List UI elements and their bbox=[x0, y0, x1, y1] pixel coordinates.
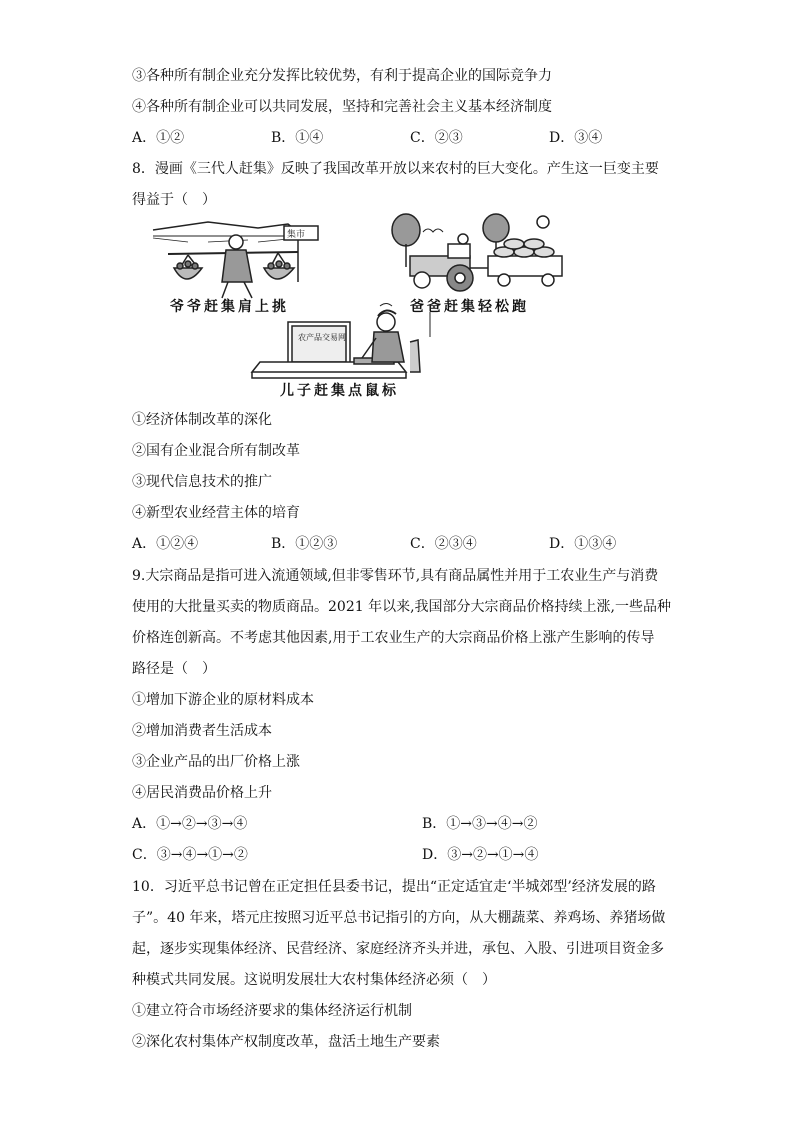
q8-item-4: ④新型农业经营主体的培育 bbox=[132, 505, 300, 521]
prev-item-3: ③各种所有制企业充分发挥比较优势，有利于提高企业的国际竞争力 bbox=[132, 68, 552, 84]
q9-stem-line2: 使用的大批量买卖的物质商品。2021 年以来,我国部分大宗商品价格持续上涨,一些品种 bbox=[132, 599, 671, 615]
q8-item-3: ③现代信息技术的推广 bbox=[132, 474, 272, 490]
option-b[interactable]: B．①②③ bbox=[271, 536, 338, 552]
q9-item-3: ③企业产品的出厂价格上涨 bbox=[132, 754, 300, 770]
screen-label: 农产品交易网 bbox=[298, 333, 346, 342]
caption-father: 爸爸赶集轻松跑 bbox=[410, 299, 529, 315]
option-b[interactable]: B．①④ bbox=[271, 130, 324, 146]
q10-item-1: ①建立符合市场经济要求的集体经济运行机制 bbox=[132, 1003, 412, 1019]
option-c[interactable]: C．②③ bbox=[410, 130, 463, 146]
q9-stem-line3: 价格连创新高。不考虑其他因素,用于工农业生产的大宗商品价格上涨产生影响的传导 bbox=[132, 630, 655, 646]
father-panel bbox=[392, 214, 562, 291]
market-sign: 集市 bbox=[287, 230, 306, 240]
option-a[interactable]: A．①② bbox=[132, 130, 185, 146]
q10-stem-line3: 起，逐步实现集体经济、民营经济、家庭经济齐头并进，承包、入股、引进项目资金多 bbox=[132, 941, 664, 957]
q10-stem-line4: 种模式共同发展。这说明发展壮大农村集体经济必须（ ） bbox=[132, 972, 496, 988]
option-a[interactable]: A．①②④ bbox=[132, 536, 199, 552]
q10-stem-line1: 10．习近平总书记曾在正定担任县委书记，提出“正定适宜走‘半城郊型’经济发展的路 bbox=[132, 879, 656, 895]
q10-item-2: ②深化农村集体产权制度改革，盘活土地生产要素 bbox=[132, 1034, 440, 1050]
option-c[interactable]: C．③→④→①→② bbox=[132, 847, 248, 863]
q8-item-1: ①经济体制改革的深化 bbox=[132, 412, 272, 428]
prev-item-4: ④各种所有制企业可以共同发展，坚持和完善社会主义基本经济制度 bbox=[132, 99, 552, 115]
q9-stem-line4: 路径是（ ） bbox=[132, 661, 216, 677]
caption-grandpa: 爷爷赶集肩上挑 bbox=[170, 299, 289, 315]
caption-son: 儿子赶集点鼠标 bbox=[280, 383, 399, 399]
q8-stem-line2: 得益于（ ） bbox=[132, 192, 216, 208]
q8-stem-line1: 8．漫画《三代人赶集》反映了我国改革开放以来农村的巨大变化。产生这一巨变主要 bbox=[132, 161, 659, 177]
q9-stem-line1: 9.大宗商品是指可进入流通领域,但非零售环节,具有商品属性并用于工农业生产与消费 bbox=[132, 568, 659, 584]
q9-item-4: ④居民消费品价格上升 bbox=[132, 785, 272, 801]
q9-item-2: ②增加消费者生活成本 bbox=[132, 723, 272, 739]
option-d[interactable]: D．③④ bbox=[549, 130, 603, 146]
option-c[interactable]: C．②③④ bbox=[410, 536, 477, 552]
cartoon-three-generations bbox=[148, 212, 568, 402]
option-b[interactable]: B．①→③→④→② bbox=[422, 816, 538, 832]
option-d[interactable]: D．③→②→①→④ bbox=[422, 847, 539, 863]
q9-item-1: ①增加下游企业的原材料成本 bbox=[132, 692, 314, 708]
option-d[interactable]: D．①③④ bbox=[549, 536, 617, 552]
q10-stem-line2: 子”。40 年来，塔元庄按照习近平总书记指引的方向，从大棚蔬菜、养鸡场、养猪场做 bbox=[132, 910, 666, 926]
q8-item-2: ②国有企业混合所有制改革 bbox=[132, 443, 300, 459]
option-a[interactable]: A．①→②→③→④ bbox=[132, 816, 248, 832]
